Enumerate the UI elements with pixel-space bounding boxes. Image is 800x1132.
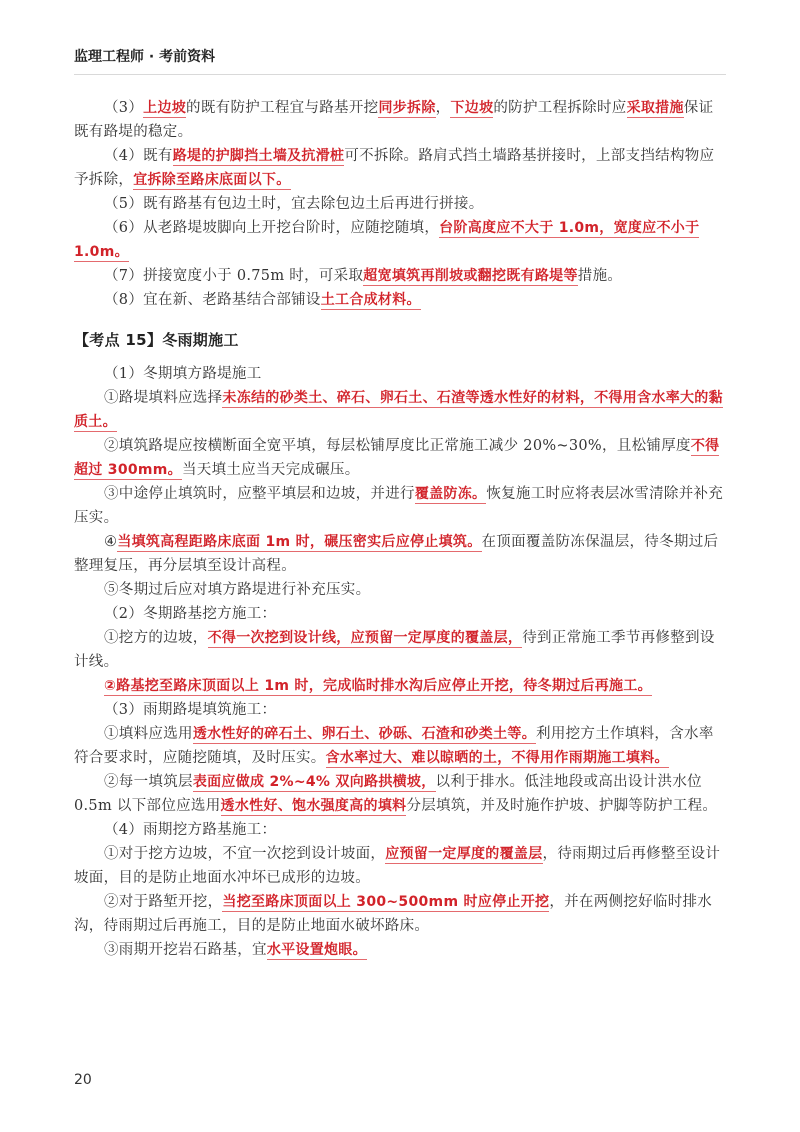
body-text: （1）冬期填方路堤施工 <box>104 366 262 382</box>
body-text: ①路堤填料应选择 <box>104 390 223 406</box>
highlighted-text: 采取措施 <box>626 100 684 116</box>
body-text: 的既有防护工程宜与路基开挖 <box>186 100 379 116</box>
paragraph <box>74 96 726 144</box>
body-text: （3） <box>104 100 144 116</box>
top-paragraph-group <box>74 96 726 312</box>
paragraph <box>74 192 726 216</box>
highlighted-text: 应预留一定厚度的覆盖层 <box>385 846 543 862</box>
highlighted-text: 未冻结的砂类土、碎石、卵石土、石渣等透水性好的材料，不得用含水率大的黏质土。 <box>74 390 723 430</box>
paragraph <box>74 818 726 842</box>
highlighted-text: 上边坡 <box>143 100 187 116</box>
page-header <box>74 46 215 66</box>
body-text: ①对于挖方边坡，不宜一次挖到设计坡面， <box>104 846 386 862</box>
body-text: ①挖方的边坡， <box>104 630 208 646</box>
body-text: ②每一填筑层 <box>104 774 193 790</box>
highlighted-text: 覆盖防冻。 <box>414 486 487 502</box>
highlighted-text: 不得一次挖到设计线，应预留一定厚度的覆盖层， <box>207 630 523 646</box>
highlighted-text: ②路基挖至路床顶面以上 1m 时，完成临时排水沟后应停止开挖，待冬期过后再施工。 <box>104 678 652 694</box>
paragraph <box>74 890 726 938</box>
body-text: （8）宜在新、老路基结合部铺设 <box>104 292 321 308</box>
body-text: ⑤冬期过后应对填方路堤进行补充压实。 <box>104 582 371 598</box>
paragraph <box>74 626 726 674</box>
highlighted-text: 路堤的护脚挡土墙及抗滑桩 <box>172 148 345 164</box>
paragraph <box>74 938 726 962</box>
body-text: ， <box>435 100 451 116</box>
paragraph <box>74 770 726 818</box>
highlighted-text: 表面应做成 2%~4% 双向路拱横坡， <box>192 774 436 790</box>
highlighted-text: 超宽填筑再削坡或翻挖既有路堤等 <box>363 268 578 284</box>
body-text: （5）既有路基有包边土时，宜去除包边土后再进行拼接。 <box>104 196 484 212</box>
body-text: ④ <box>104 534 118 550</box>
paragraph <box>74 722 726 770</box>
body-text: 的防护工程拆除时应 <box>493 100 627 116</box>
body-text: ①填料应选用 <box>104 726 193 742</box>
body-text: 当天填土应当天完成碾压。 <box>181 462 360 478</box>
highlighted-text: 当挖至路床顶面以上 300~500mm 时应停止开挖 <box>222 894 550 910</box>
body-text: 措施。 <box>577 268 623 284</box>
body-text: ②填筑路堤应按横断面全宽平填，每层松铺厚度比正常施工减少 20%~30%，且松铺厚度 <box>104 438 691 454</box>
paragraph <box>74 482 726 530</box>
body-text: ③中途停止填筑时，应整平填层和边坡，并进行 <box>104 486 415 502</box>
main-content <box>74 96 726 962</box>
body-text: ③雨期开挖岩石路基，宜 <box>104 942 267 958</box>
paragraph <box>74 288 726 312</box>
section-title: 【考点 15】冬雨期施工 <box>74 331 239 349</box>
highlighted-text: 土工合成材料。 <box>320 292 421 308</box>
paragraph <box>74 530 726 578</box>
highlighted-text: 下边坡 <box>450 100 494 116</box>
body-text: 待到正常施工季节再修整到设计线。 <box>74 630 715 670</box>
highlighted-text: 宜拆除至路床底面以下。 <box>133 172 291 188</box>
highlighted-text: 含水率过大、难以晾晒的土，不得用作雨期施工填料。 <box>325 750 669 766</box>
paragraph <box>74 602 726 626</box>
body-text: （3）雨期路堤填筑施工： <box>104 702 277 718</box>
highlighted-text: 水平设置炮眼。 <box>266 942 367 958</box>
main-paragraph-group <box>74 362 726 962</box>
body-text: 分层填筑，并及时施作护坡、护脚等防护工程。 <box>406 798 718 814</box>
body-text: 在顶面覆盖防冻保温层，待冬期过后整理复压，再分层填至设计高程。 <box>74 534 719 574</box>
body-text: （4）雨期挖方路基施工： <box>104 822 277 838</box>
body-text: （2）冬期路基挖方施工： <box>104 606 277 622</box>
paragraph <box>74 434 726 482</box>
body-text: （4）既有 <box>104 148 173 164</box>
body-text: 利用挖方土作填料，含水率符合要求时，应随挖随填，及时压实。 <box>74 726 714 766</box>
paragraph <box>74 216 726 264</box>
highlighted-text: 同步拆除 <box>378 100 436 116</box>
header-title: 监理工程师 · 考前资料 <box>74 49 216 65</box>
highlighted-text: 当填筑高程距路床底面 1m 时，碾压密实后应停止填筑。 <box>117 534 482 550</box>
body-text: （7）拼接宽度小于 0.75m 时，可采取 <box>104 268 364 284</box>
header-divider <box>74 74 726 75</box>
highlighted-text: 透水性好、饱水强度高的填料 <box>220 798 407 814</box>
page-number: 20 <box>74 1072 92 1088</box>
body-text: （6）从老路堤坡脚向上开挖台阶时，应随挖随填， <box>104 220 440 236</box>
paragraph <box>74 362 726 386</box>
paragraph <box>74 386 726 434</box>
paragraph <box>74 144 726 192</box>
highlighted-text: 不得超过 300mm。 <box>74 438 720 478</box>
body-text: 可不拆除。路肩式挡土墙路基拼接时，上部支挡结构物应予拆除， <box>74 148 715 188</box>
highlighted-text: 台阶高度应不大于 1.0m，宽度应不小于 1.0m。 <box>74 220 700 260</box>
body-text: 恢复施工时应将表层冰雪清除并补充压实。 <box>74 486 724 526</box>
paragraph <box>74 674 726 698</box>
paragraph <box>74 264 726 288</box>
body-text: 保证既有路堤的稳定。 <box>74 100 714 140</box>
paragraph <box>74 842 726 890</box>
body-text: ②对于路堑开挖， <box>104 894 223 910</box>
paragraph <box>74 698 726 722</box>
highlighted-text: 透水性好的碎石土、卵石土、砂砾、石渣和砂类土等。 <box>192 726 537 742</box>
body-text: ，待雨期过后再修整至设计坡面，目的是防止地面水冲坏已成形的边坡。 <box>74 846 721 886</box>
paragraph <box>74 578 726 602</box>
body-text: ，并在两侧挖好临时排水沟，待雨期过后再施工，目的是防止地面水破坏路床。 <box>74 894 713 934</box>
body-text: 以利于排水。低洼地段或高出设计洪水位 0.5m 以下部位应选用 <box>74 774 702 814</box>
